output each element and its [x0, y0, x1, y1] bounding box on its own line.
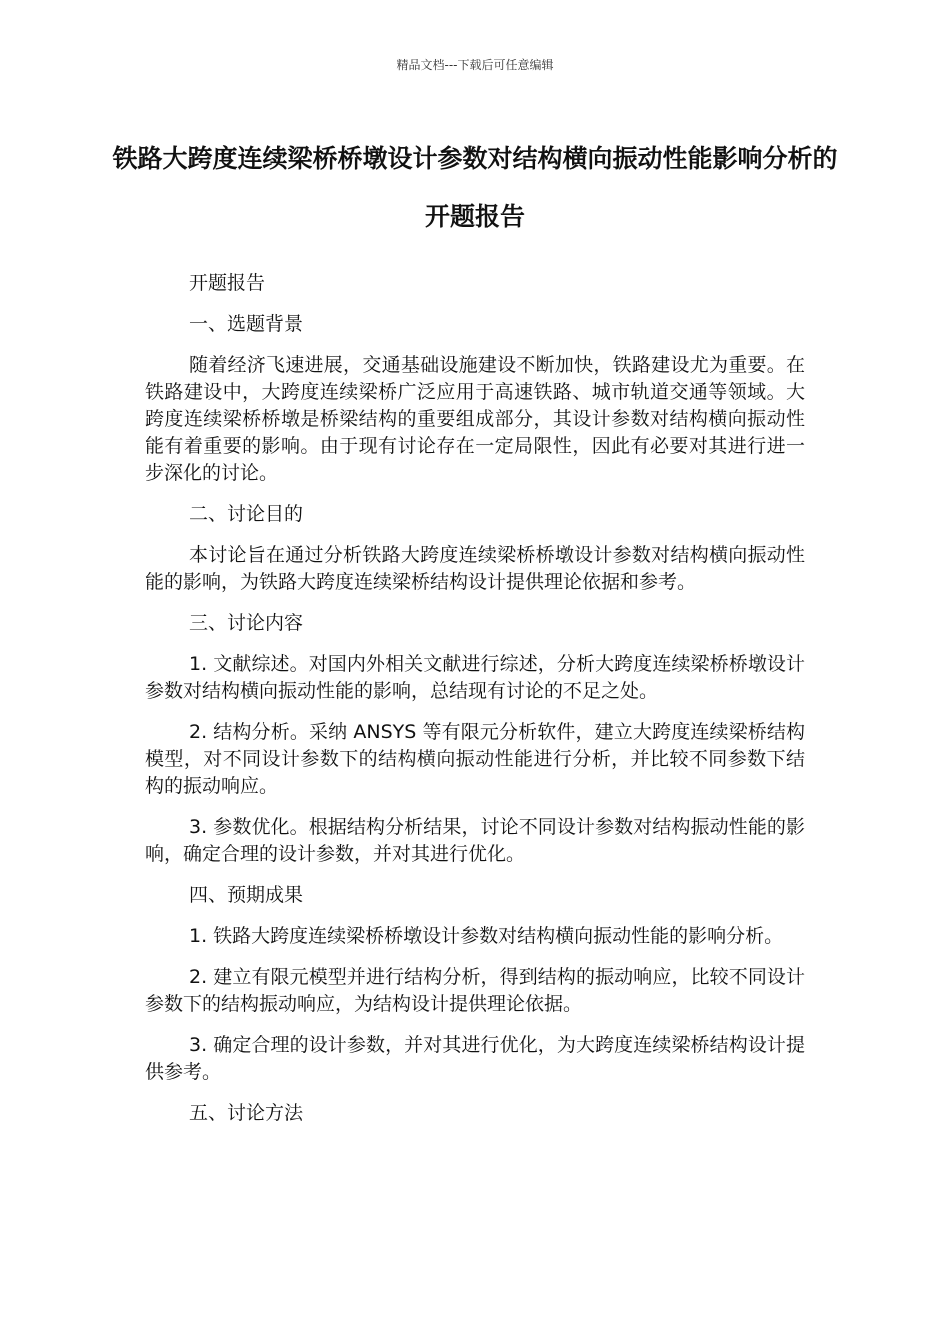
heading-report: 开题报告: [189, 272, 266, 294]
list-item-results-1: 1. 铁路大跨度连续梁桥桥墩设计参数对结构横向振动性能的影响分析。: [189, 925, 784, 947]
section-heading-purpose: 二、讨论目的: [189, 503, 304, 525]
paragraph-background: 随着经济飞速进展，交通基础设施建设不断加快，铁路建设尤为重要。在铁路建设中，大跨度连续梁桥广泛应用于高速铁路、城市轨道交通等领域。大跨度连续梁桥桥墩是桥梁结构的重要组成部分，其设计参数对结构横向振动性能有着重要的影响。由于现有讨论存在一定局限性，因此有必要对其进行进一步深化的讨论。: [145, 354, 805, 484]
list-item-results-2: 2. 建立有限元模型并进行结构分析，得到结构的振动响应，比较不同设计参数下的结构振动响应，为结构设计提供理论依据。: [145, 966, 805, 1015]
section-heading-results: 四、预期成果: [189, 884, 304, 906]
section-heading-content: 三、讨论内容: [189, 612, 304, 634]
section-heading-background: 一、选题背景: [189, 313, 304, 335]
section-heading-methods: 五、讨论方法: [189, 1102, 304, 1124]
list-item-results-3: 3. 确定合理的设计参数，并对其进行优化，为大跨度连续梁桥结构设计提供参考。: [145, 1034, 805, 1083]
document-body: [145, 270, 805, 1141]
document-title: 铁路大跨度连续梁桥桥墩设计参数对结构横向振动性能影响分析的开题报告: [112, 144, 838, 231]
page-header: 精品文档---下载后可任意编辑: [396, 58, 554, 72]
list-item-content-3: 3. 参数优化。根据结构分析结果，讨论不同设计参数对结构振动性能的影响，确定合理的设计参数，并对其进行优化。: [145, 816, 805, 865]
list-item-content-2: 2. 结构分析。采纳 ANSYS 等有限元分析软件，建立大跨度连续梁桥结构模型，对不同设计参数下的结构横向振动性能进行分析，并比较不同参数下结构的振动响应。: [145, 721, 805, 797]
list-item-content-1: 1. 文献综述。对国内外相关文献进行综述，分析大跨度连续梁桥桥墩设计参数对结构横向振动性能的影响，总结现有讨论的不足之处。: [145, 653, 805, 702]
paragraph-purpose: 本讨论旨在通过分析铁路大跨度连续梁桥桥墩设计参数对结构横向振动性能的影响，为铁路大跨度连续梁桥结构设计提供理论依据和参考。: [145, 544, 805, 593]
